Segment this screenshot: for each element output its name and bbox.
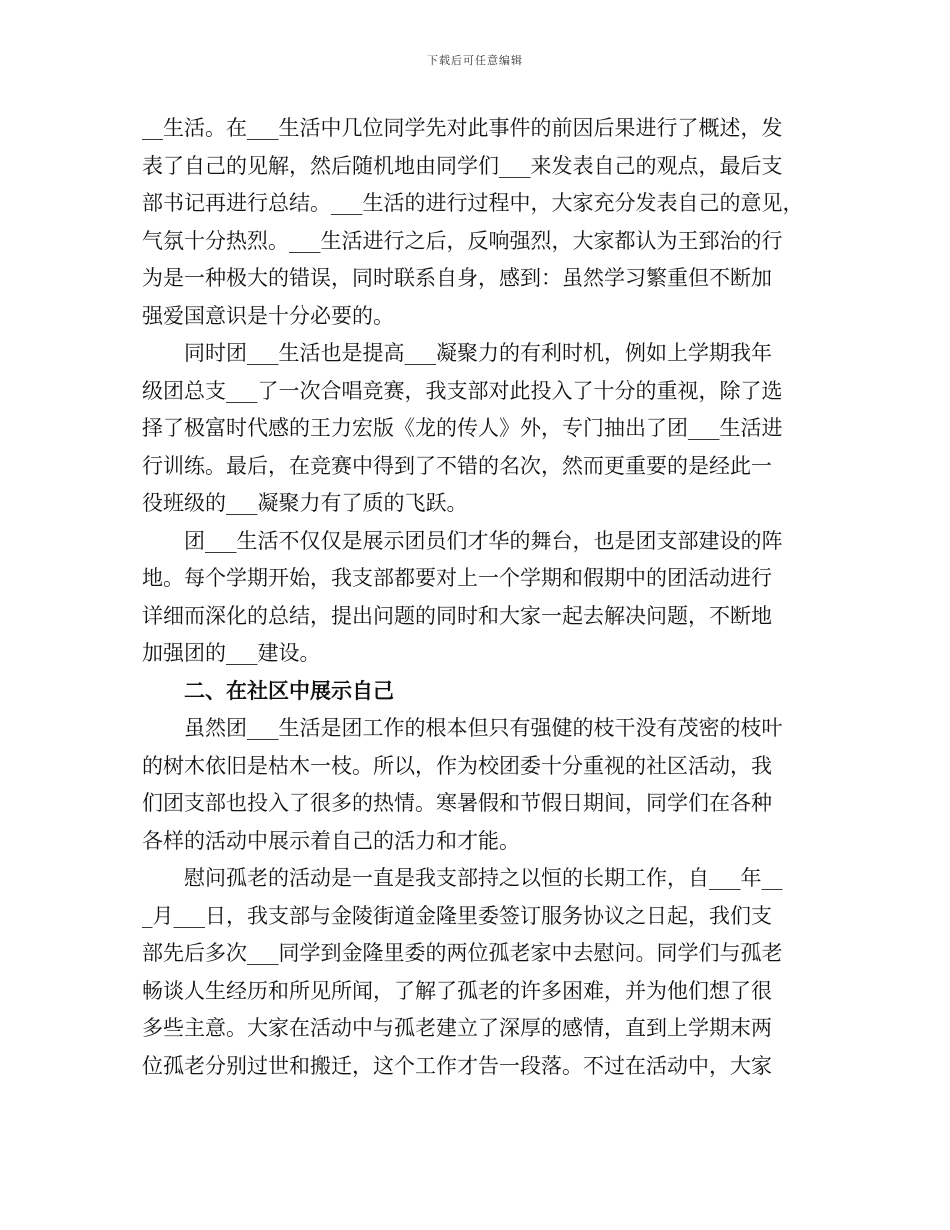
text-line: 们团支部也投入了很多的热情。寒暑假和节假日期间，同学们在各种 — [142, 791, 772, 815]
text-line: 同时团___生活也是提高___凝聚力的有利时机，例如上学期我年 — [142, 341, 772, 365]
page-header: 下载后可任意编辑 — [427, 54, 523, 67]
text-line: 详细而深化的总结，提出问题的同时和大家一起去解决问题，不断地 — [142, 603, 772, 628]
text-line: 慰问孤老的活动是一直是我支部持之以恒的长期工作，自___年__ — [142, 866, 783, 890]
text-line: _月___日，我支部与金陵街道金隆里委签订服务协议之日起，我们支 — [142, 903, 772, 928]
text-line: 为是一种极大的错误，同时联系自身，感到：虽然学习繁重但不断加 — [142, 266, 772, 290]
text-line: 表了自己的见解，然后随机地由同学们___来发表自己的观点，最后支 — [142, 153, 783, 178]
text-line: 地。每个学期开始，我支部都要对上一个学期和假期中的团活动进行 — [142, 566, 772, 590]
text-line: 行训练。最后，在竞赛中得到了不错的名次，然而更重要的是经此一 — [142, 453, 772, 478]
text-line: 各样的活动中展示着自己的活力和才能。 — [142, 828, 520, 853]
text-line: 的树木依旧是枯木一枝。所以，作为校团委十分重视的社区活动，我 — [142, 753, 772, 778]
text-line: 部书记再进行总结。___生活的进行过程中，大家充分发表自己的意见， — [142, 191, 804, 215]
text-line: 位孤老分别过世和搬迁，这个工作才告一段落。不过在活动中，大家 — [142, 1053, 772, 1078]
text-line: 畅谈人生经历和所见所闻，了解了孤老的许多困难，并为他们想了很 — [142, 978, 772, 1003]
text-line: 气氛十分热烈。___生活进行之后，反响强烈，大家都认为王郅治的行 — [142, 228, 783, 253]
text-line: 加强团的___建设。 — [142, 641, 321, 665]
text-line: 团___生活不仅仅是展示团员们才华的舞台，也是团支部建设的阵 — [142, 528, 783, 553]
document-body — [142, 110, 812, 1085]
text-line: 级团总支___了一次合唱竞赛，我支部对此投入了十分的重视，除了选 — [142, 378, 783, 403]
text-line: 强爱国意识是十分必要的。 — [142, 303, 394, 328]
text-line: __生活。在___生活中几位同学先对此事件的前因后果进行了概述，发 — [142, 116, 783, 140]
text-line: 虽然团___生活是团工作的根本但只有强健的枝干没有茂密的枝叶 — [142, 716, 783, 740]
text-line: 役班级的___凝聚力有了质的飞跃。 — [142, 491, 468, 515]
section-heading: 二、在社区中展示自己 — [142, 678, 394, 703]
text-line: 择了极富时代感的王力宏版《龙的传人》外，专门抽出了团___生活进 — [142, 416, 783, 440]
text-line: 部先后多次___同学到金隆里委的两位孤老家中去慰问。同学们与孤老 — [142, 941, 783, 965]
text-line: 多些主意。大家在活动中与孤老建立了深厚的感情，直到上学期末两 — [142, 1016, 772, 1040]
